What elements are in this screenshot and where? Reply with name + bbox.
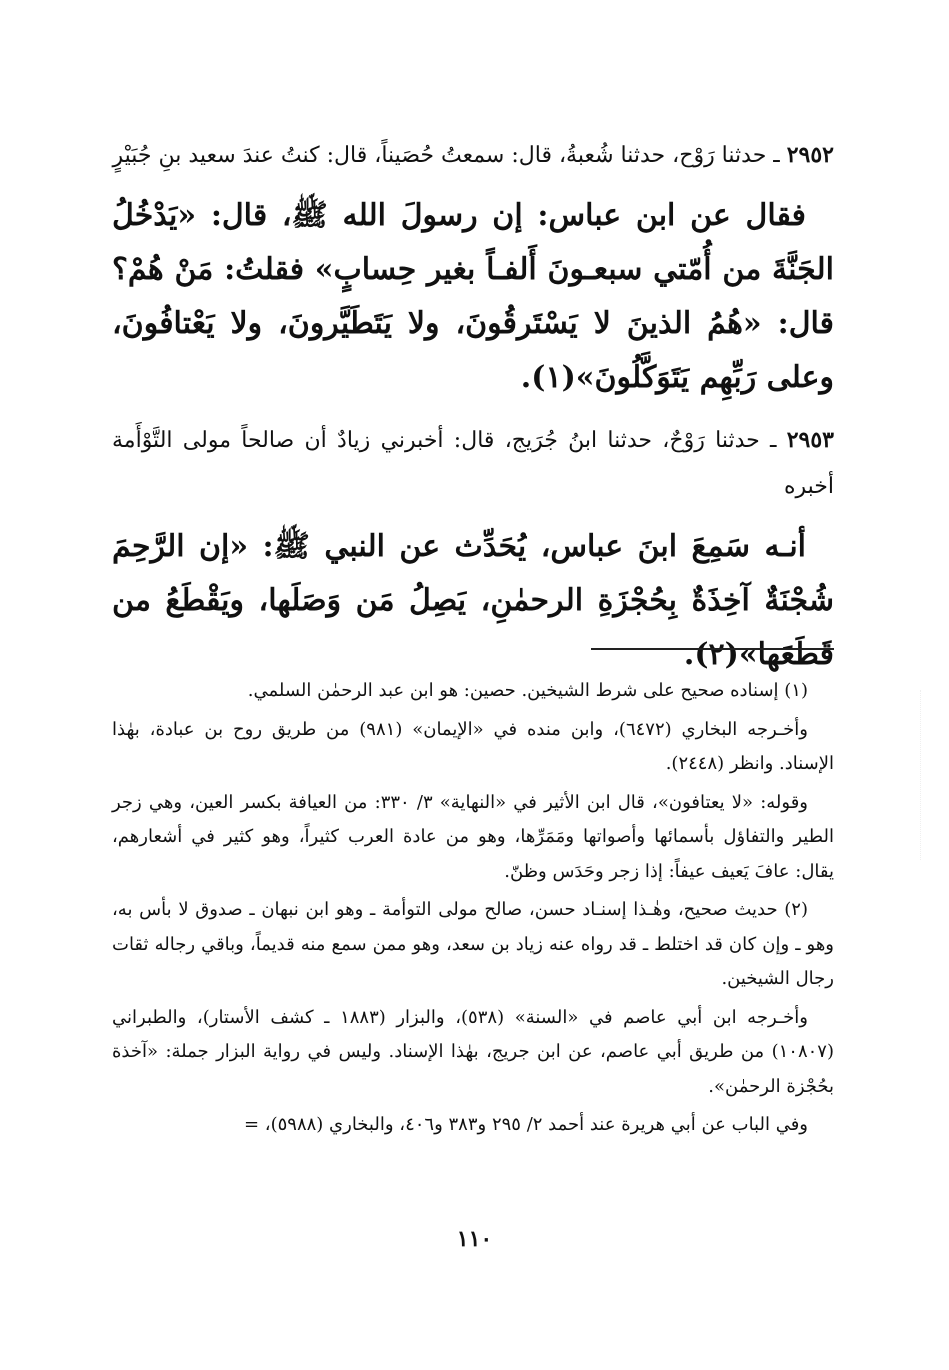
- hadith-2952-isnad-text: ـ حدثنا رَوْح، حدثنا شُعبةُ، قال: سمعتُ حُصَيناً، قال: كنتُ عندَ سعيد بنِ جُبَيْرٍ: [112, 143, 780, 168]
- footnote-2-shawahid: وفي الباب عن أبي هريرة عند أحمد ٢/ ٢٩٥ و٣٨٣ و٤٠٦، والبخاري (٥٩٨٨)، =: [243, 1114, 808, 1135]
- page-number: ١١٠: [456, 1226, 493, 1252]
- footnote-2-takhrij: وأخـرجه ابن أبي عاصم في «السنة» (٥٣٨)، والبزار (١٨٨٣ ـ كشف الأستار)، والطبراني (١٠٨٠٧) من طريق أبي عاصم، عن ابن جريج، بهٰذا الإسناد. وليس في رواية البزار جملة: «آخذة بحُجْزة الرحمٰن».: [112, 1006, 834, 1097]
- footnote-2: (٢) حديث صحيح، وهٰـذا إسنـاد حسن، صالح مولى التوأمة ـ وهو ابن نبهان ـ صدوق لا بأس به، وهو ـ وإن كان قد اختلط ـ قد رواه عنه زياد بن سعد، وهو ممن سمع منه قديماً، وباقي رجاله ثقات رجال الشيخين.: [112, 899, 835, 989]
- hadith-2953-isnad-text: ـ حدثنا رَوْحٌ، حدثنا ابنُ جُرَيج، قال: أخبرني زيادٌ أن صالحاً مولى التَّوْأَمة أخبره: [112, 428, 834, 499]
- hadith-2953-isnad: [112, 417, 834, 510]
- hadith-2952-isnad: [112, 132, 834, 179]
- page-body: [112, 132, 835, 1135]
- footnote-divider: [591, 648, 834, 650]
- hadith-2952-matn: فقال عن ابن عباس: إن رسولَ الله ﷺ، قال: «يَدْخُلُ الجَنَّةَ من أُمّتي سبعـونَ أَلفـاً بغير حِسابٍ» فقلتُ: مَنْ هُمْ؟ قال: «هُمُ الذينَ لا يَسْتَرقُونَ، ولا يَتَطَيَّرونَ، ولا يَعْتافُونَ، وعلى رَبِّهِم يَتَوَكَّلُونَ»(١).: [112, 198, 834, 395]
- footnote-1: (١) إسناده صحيح على شرط الشيخين. حصين: هو ابن عبد الرحمٰن السلمي.: [247, 680, 808, 701]
- footnote-1-takhrij: وأخـرجه البخاري (٦٤٧٢)، وابن منده في «الإيمان» (٩٨١) من طريق روح بن عبادة، بهٰذا الإسناد. وانظر (٢٤٤٨).: [112, 718, 834, 774]
- hadith-2953-matn: أنـه سَمِعَ ابنَ عباس، يُحَدِّث عن النبي ﷺ: «إن الرَّحِمَ شُجْنَةٌ آخِذَةٌ بِحُجْزَةِ الرحمٰنِ، يَصِلُ مَن وَصَلَها، ويَقْطَعُ من قَطَعَها»(٢).: [112, 529, 834, 672]
- scan-margin-marks: [920, 690, 943, 860]
- footnote-1-gharib: وقوله: «لا يعتافون»، قال ابن الأثير في «النهاية» ٣/ ٣٣٠: من العيافة بكسر العين، وهي زجر الطير والتفاؤل بأسمائها وأصواتها ومَمَرِّها، وهو من عادة العرب كثيراً، وهو كثير في أشعارهم، يقال: عافَ يَعيف عيفاً: إذا زجر وحَدَس وظنّ.: [112, 791, 834, 882]
- hadith-2953-number: ٢٩٥٣: [786, 427, 834, 453]
- hadith-2952-number: ٢٩٥٢: [786, 142, 834, 168]
- footnotes: [112, 674, 834, 1147]
